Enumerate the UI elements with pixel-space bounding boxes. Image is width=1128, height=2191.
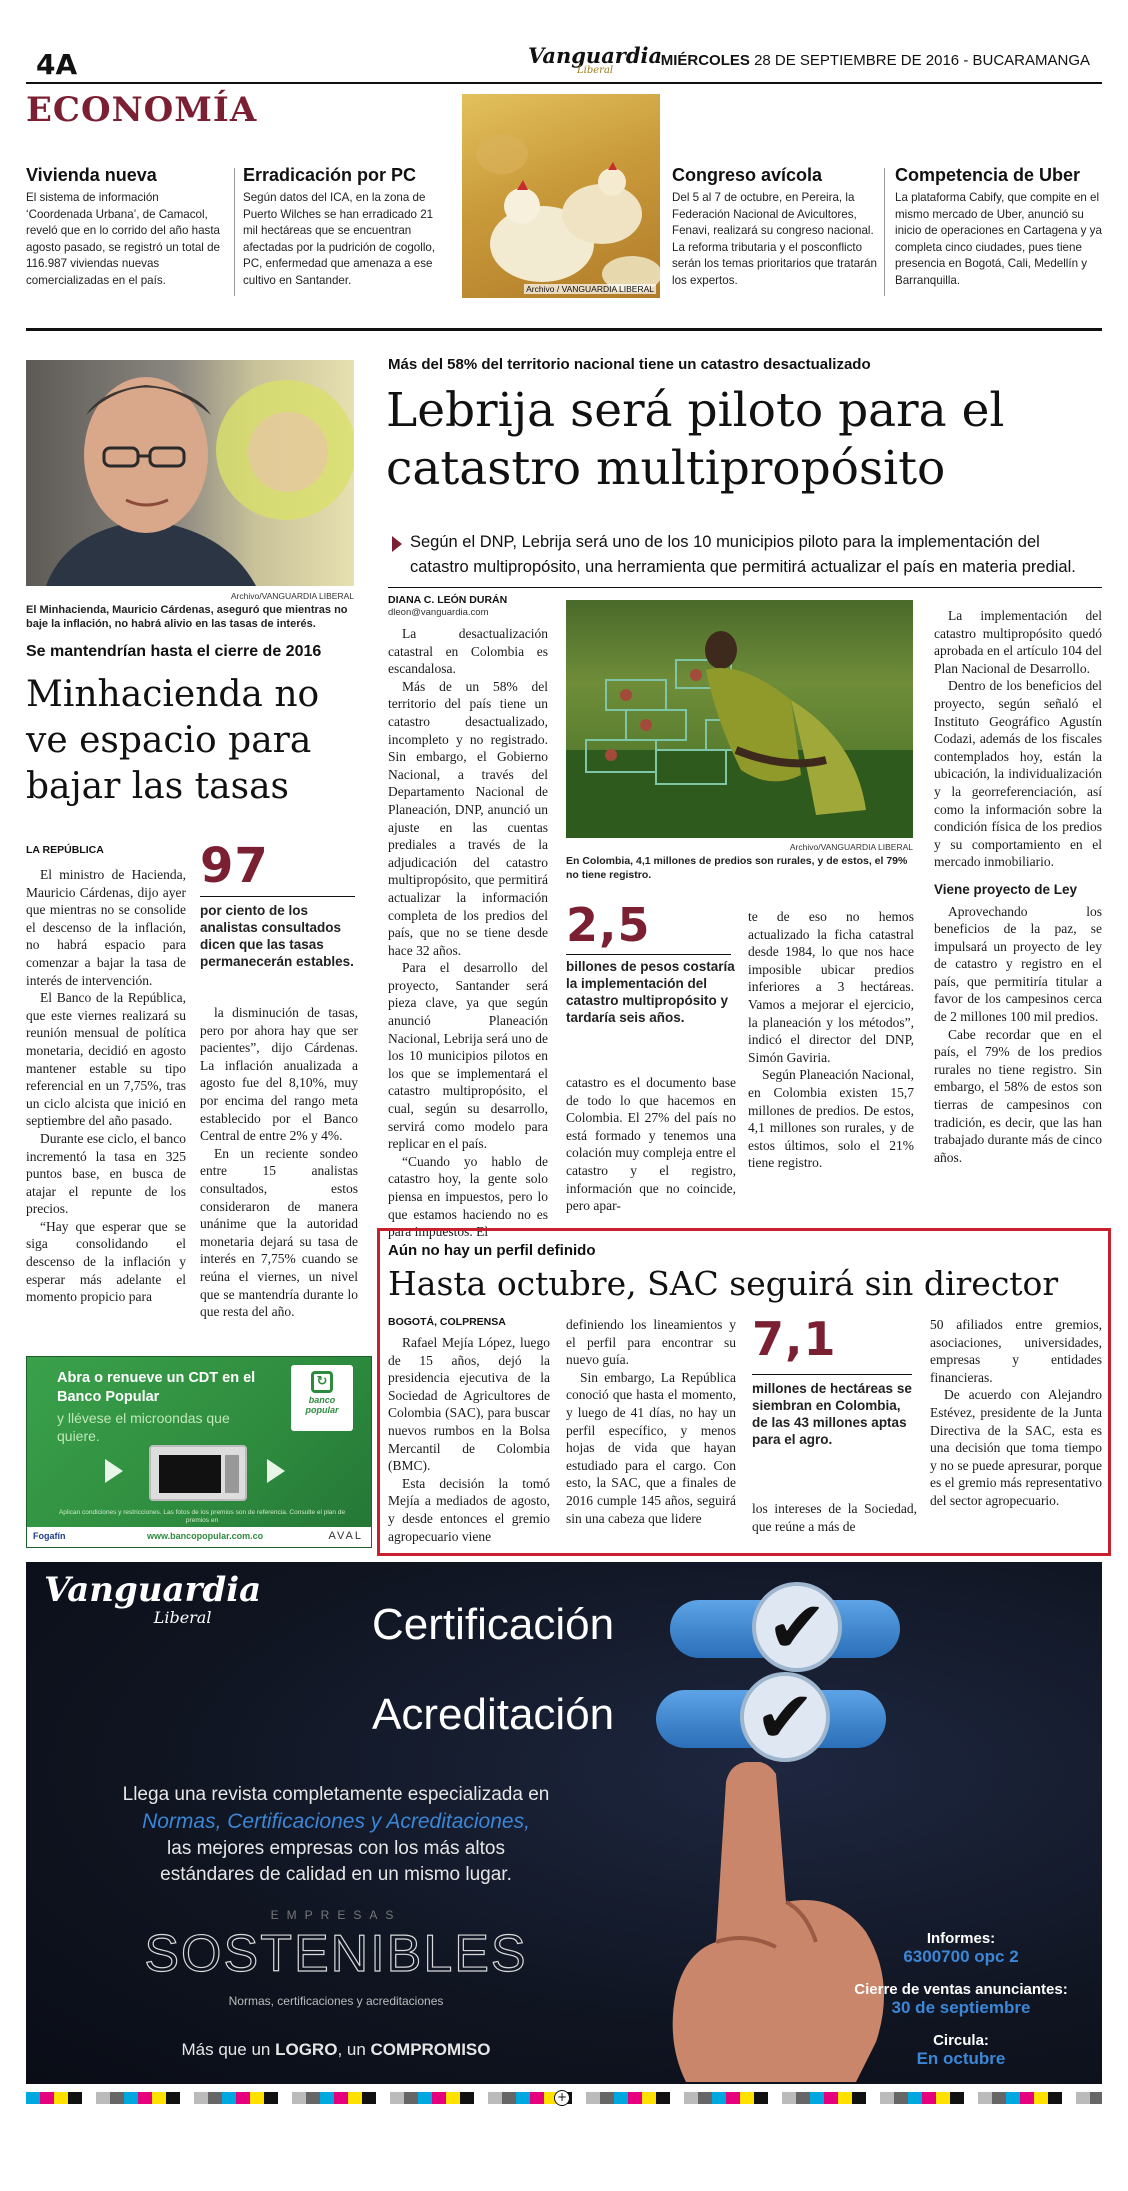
paragraph: “Hay que esperar que se siga consolidando el descenso de la inflación y esperar más adelante el momento propicio para (26, 1218, 186, 1305)
fogafin-logo: Fogafín (33, 1531, 66, 1541)
minhacienda-stat-text: por ciento de los analistas consultados dicen que las tasas permanecerán estables. (200, 903, 354, 969)
minhacienda-caption: El Minhacienda, Mauricio Cárdenas, aseguró que mientras no baje la inflación, no habrá alivio en las tasas de interés. (26, 604, 348, 630)
brief-divider (884, 168, 885, 296)
ad-word-acreditacion: Acreditación (372, 1690, 615, 1739)
brief-uber (895, 165, 1105, 290)
brief-title: Competencia de Uber (895, 165, 1081, 185)
masthead-brand-sub: Liberal (577, 65, 614, 76)
minhacienda-col2 (200, 1004, 358, 1321)
paragraph: 50 afiliados entre gremios, asociaciones, universidades, empresas y entidades financieras. (930, 1317, 1102, 1385)
paragraph: definiendo los lineamientos y el perfil para encontrar su nuevo guía. (566, 1317, 736, 1368)
play-right-icon (267, 1459, 285, 1483)
ad-brand-name: Vanguardia (44, 1570, 262, 1610)
ad-info (826, 1930, 1096, 2069)
play-left-icon (105, 1459, 123, 1483)
ad-circ-label: Circula: (933, 2032, 989, 2049)
registration-mark-icon: + (554, 2090, 570, 2106)
ad-close-value: 30 de septiembre (891, 1998, 1031, 2017)
section-title: ECONOMÍA (26, 90, 258, 130)
ad-empresas: EMPRESAS (270, 1908, 402, 1922)
slogan-part: , un (337, 2040, 366, 2059)
ad-popular-line2: y llévese el microondas que quiere. (57, 1410, 230, 1444)
ad-word-certificacion: Certificación (372, 1600, 615, 1649)
sac-stat-text: millones de hectáreas se siembran en Colombia, de las 43 millones aptas para el agro. (752, 1381, 912, 1447)
header-day: MIÉRCOLES (660, 52, 750, 69)
slogan-logro: LOGRO (275, 2040, 338, 2059)
catastro-subhead: Viene proyecto de Ley (934, 881, 1078, 897)
minhacienda-headline: Minhacienda no ve espacio para bajar las tasas (26, 674, 320, 807)
ad-popular-fine: Aplican condiciones y restricciones. Las fotos de los premios son de referencia. Consulte el plan de premios en (58, 1509, 346, 1524)
ad-promo-3: las mejores empresas con los más altos (167, 1838, 505, 1859)
sac-headline: Hasta octubre, SAC seguirá sin director (388, 1264, 1059, 1303)
brief-vivienda (26, 165, 226, 290)
paragraph: Cabe recordar que en el país, el 79% de los predios rurales no tiene registro. Sin embargo, el 58% de estos son tierras de campesinos con tradición, es decir, que las han trabajado durante más de cinco años. (934, 1026, 1102, 1165)
catastro-rule (388, 587, 1102, 588)
catastro-byline: DIANA C. LEÓN DURÁN (388, 594, 508, 606)
paragraph: Para el desarrollo del proyecto, Santander será pieza clave, ya que según anunció Planeación Nacional, Lebrija será uno de los 10 municipios pilotos en los que se implementará el catastro multipropósito, el cual, según su desarrollo, servirá como modelo para replicar en el país. (388, 960, 548, 1152)
check-icon: ✔ (740, 1672, 830, 1762)
paragraph: El Banco de la República, que este viernes realizará su reunión mensual de política monetaria, decidió en agosto mantener estable su tipo referencial en un 7,75%, tras un ciclo alcista que inició en septiembre del año pasado. (26, 990, 186, 1129)
catastro-headline: Lebrija será piloto para el catastro multipropósito (386, 383, 1005, 496)
stat-rule (200, 896, 355, 897)
ad-popular-footer (27, 1527, 371, 1547)
paragraph: Aprovechando los beneficios de la paz, se impulsará un proyecto de ley de catastro y registro en el país, que permitiría titular a favor de los campesinos cerca de 2 millones 100 mil predios. (934, 903, 1102, 1025)
chicken-photo (462, 94, 660, 298)
brief-text: Del 5 al 7 de octubre, en Pereira, la Federación Nacional de Avicultores, Fenavi, realizará su congreso nacional. La reforma tributaria y el posconflicto serán los temas prioritarios que tratarán los expertos. (672, 191, 877, 287)
brief-erradicacion (243, 165, 448, 290)
catastro-email: dleon@vanguardia.com (388, 607, 489, 618)
paragraph: Dentro de los beneficios del proyecto, según señaló el Instituto Geográfico Agustín Codazi, además de los fiscales contemplados hoy, están la ubicación, la individualización y la georreferenciación, así como la información sobre la condición física de los predios y su comportamiento en el mercado inmobiliario. (934, 678, 1102, 870)
ad-info-label: Informes: (926, 1930, 996, 1947)
catastro-col2 (566, 1074, 736, 1215)
ad-popular-url[interactable]: www.bancopopular.com.co (147, 1531, 264, 1541)
brief-divider (234, 168, 235, 296)
sac-stat-number: 7,1 (752, 1312, 837, 1366)
brief-title: Erradicación por PC (243, 165, 417, 185)
farm-photo-caption: En Colombia, 4,1 millones de predios son rurales, y de estos, el 79% no tiene registro. (566, 855, 908, 881)
chicken-illustration (462, 94, 660, 298)
ad-close-label: Cierre de ventas anunciantes: (854, 1981, 1068, 1998)
ad-promo-4: estándares de calidad en un mismo lugar. (160, 1864, 512, 1885)
paragraph: la disminución de tasas, pero por ahora hay que ser pacientes”, dijo Cárdenas. La inflación anualizada a agosto fue del 8,10%, muy por encima del rango meta establecido por el Banco Central de entre 2% y 4%. (200, 1005, 358, 1144)
paragraph: Esta decisión la tomó Mejía a mediados de agosto, y desde entonces el gremio agropecuario viene (388, 1475, 550, 1544)
paragraph: “Cuando yo hablo de catastro hoy, la gente solo piensa en impuestos, pero lo que estamos haciendo no es para impuestos. El (388, 1153, 548, 1240)
catastro-deck-marker (392, 536, 402, 552)
catastro-col4 (934, 607, 1102, 1166)
minhacienda-kicker: Se mantendrían hasta el cierre de 2016 (26, 643, 322, 660)
stat-rule (566, 954, 731, 955)
paragraph: El ministro de Hacienda, Mauricio Cárdenas, dijo ayer que mientras no se consolide el descenso de la inflación, no habrá espacio para comenzar a bajar la tasa de interés de intervención. (26, 867, 186, 988)
minhacienda-col1 (26, 866, 186, 1306)
logo-text: banco popular (305, 1395, 339, 1415)
ad-sostenibles: SOSTENIBLES (144, 1925, 528, 1983)
ad-info-value[interactable]: 6300700 opc 2 (903, 1947, 1019, 1966)
masthead-brand: Vanguardia (528, 43, 663, 68)
paragraph: los intereses de la Sociedad, que reúne a más de (752, 1501, 917, 1534)
ad-promo-2: Normas, Certificaciones y Acreditaciones, (142, 1810, 530, 1833)
stat-rule (752, 1374, 912, 1375)
banco-popular-ad[interactable] (26, 1356, 372, 1548)
ad-brand (44, 1572, 261, 1627)
header-date (661, 52, 1090, 69)
microwave-icon (149, 1445, 247, 1501)
paragraph: catastro es el documento base de todo lo que hacemos en Colombia. El 27% del país no está formado y tenemos una colación muy compleja entre el catastro y el registro, información que no coincide, pero apar- (566, 1075, 736, 1214)
header-rule (26, 82, 1102, 84)
vanguardia-ad[interactable] (26, 1562, 1102, 2084)
section-rule (26, 328, 1102, 331)
page-number: 4A (36, 48, 78, 81)
minhacienda-stat-number: 97 (200, 838, 269, 894)
catastro-kicker: Más del 58% del territorio nacional tiene un catastro desactualizado (388, 356, 871, 373)
paragraph: Según Planeación Nacional, en Colombia existen 15,7 millones de predios. De estos, 4,1 millones son rurales, y de estos últimos, solo el 21% tiene registro. (748, 1067, 914, 1171)
brief-text: La plataforma Cabify, que compite en el mismo mercado de Uber, anunció su inicio de operaciones en Cartagena y ya completa cinco ciudades, pues tiene presencia en Bogotá, Cali, Medellín y Barranquilla. (895, 191, 1102, 287)
ad-popular-line1: Abra o renueve un CDT en el Banco Popular (57, 1370, 256, 1405)
masthead-logo (528, 43, 663, 76)
paragraph: La implementación del catastro multipropósito quedó aprobada en el artículo 104 del Plan Nacional de Desarrollo. (934, 608, 1102, 676)
sac-kicker: Aún no hay un perfil definido (388, 1242, 596, 1259)
paragraph: te de eso no hemos actualizado la ficha catastral desde 1984, lo que nos hace imposible ubicar predios inferiores a 3 hectáreas. Vamos a mejorar el ejercicio, la planeación y los métodos”, indicó el director del DNP, Simón Gaviria. (748, 909, 914, 1065)
minister-portrait (26, 360, 354, 586)
brief-title: Vivienda nueva (26, 165, 157, 185)
slogan-part: Más que un (181, 2040, 271, 2059)
slogan-compromiso: COMPROMISO (370, 2040, 491, 2059)
header-date-text: 28 DE SEPTIEMBRE DE 2016 - BUCARAMANGA (754, 52, 1090, 69)
ad-promo-1: Llega una revista completamente especializada en (122, 1784, 550, 1805)
check-icon: ✔ (752, 1582, 842, 1672)
catastro-stat-number: 2,5 (566, 898, 651, 952)
ad-tagline: Normas, certificaciones y acreditaciones (228, 1994, 444, 2008)
banco-popular-logo (291, 1365, 353, 1431)
brief-text: Según datos del ICA, en la zona de Puerto Wilches se han erradicado 21 mil hectáreas que se encuentran afectadas por la pudrición de cogollo, PC, enfermedad que amenaza a ese cultivo en Santander. (243, 191, 436, 287)
sac-col1 (388, 1334, 550, 1545)
brief-congreso (672, 165, 877, 290)
ad-brand-sub: Liberal (153, 1608, 212, 1627)
sac-byline: BOGOTÁ, COLPRENSA (388, 1316, 506, 1328)
logo-mark-icon: ↻ (311, 1371, 333, 1393)
catastro-deck: Según el DNP, Lebrija será uno de los 10 municipios piloto para la implementación del catastro multipropósito, una herramienta que permitirá actualizar el país en materia predial. (410, 533, 1076, 576)
aval-logo: AVAL (328, 1530, 363, 1542)
catastro-col3 (748, 908, 914, 1172)
farm-photo (566, 600, 913, 838)
minhacienda-photo (26, 360, 354, 586)
ad-circ-value: En octubre (916, 2049, 1006, 2068)
paragraph: En un reciente sondeo entre 15 analistas consultados, estos consideraron de manera unánime que la autoridad monetaria dejará su tasa de interés en 7,75% cuando se reúna el viernes, un nivel que se mantendría durante lo que resta del año. (200, 1145, 358, 1320)
catastro-stat-text: billones de pesos costaría la implementación del catastro multipropósito y tardaría seis años. (566, 959, 735, 1025)
brief-title: Congreso avícola (672, 165, 823, 185)
sac-col2 (566, 1316, 736, 1527)
minhacienda-byline: LA REPÚBLICA (26, 844, 104, 856)
sac-col4 (930, 1316, 1102, 1510)
minhacienda-photo-credit: Archivo/VANGUARDIA LIBERAL (230, 591, 354, 601)
brief-text: El sistema de información ‘Coordenada Urbana’, de Camacol, reveló que en lo corrido del año hasta agosto pasado, se registró un total de 116.987 viviendas nuevas comercializadas en el país. (26, 191, 221, 287)
sac-col3 (752, 1500, 917, 1535)
paragraph: Más de un 58% del territorio del país tiene un catastro desactualizado, incompleto y no registrado. Sin embargo, el Gobierno Nacional, a través del Departamento Nacional de Planeación, DNP, anunció un ajuste en las cuentas prediales a través de la adjudicación del catastro multipropósito, que permitirá actualizar la información completa de los predios del país, que no se tiene desde hace 32 años. (388, 678, 548, 958)
farm-photo-credit: Archivo/VANGUARDIA LIBERAL (789, 842, 913, 852)
paragraph: De acuerdo con Alejandro Estévez, presidente de la Junta Directiva de la SAC, esta es una decisión que toma tiempo y no se puede apresurar, porque es el gremio más representativo del sector agropecuario. (930, 1387, 1102, 1508)
chicken-photo-credit: Archivo / VANGUARDIA LIBERAL (526, 284, 654, 294)
paragraph: La desactualización catastral en Colombia es escandalosa. (388, 626, 548, 677)
ad-slogan (86, 2040, 586, 2060)
paragraph: Sin embargo, La República conoció que hasta el momento, y luego de 41 días, no hay un perfil específico, y menos hojas de vida que hayan estudiado para el cargo. Con esto, la SAC, que a finales de 2016 cumple 145 años, seguirá sin una cabeza que lidere (566, 1369, 736, 1526)
paragraph: Durante ese ciclo, el banco incrementó la tasa en 325 puntos base, en busca de atajar el repunte de los precios. (26, 1130, 186, 1217)
paragraph: Rafael Mejía López, luego de 15 años, dejó la presidencia ejecutiva de la Sociedad de Agricultores de Colombia (SAC), para buscar nuevos rumbos en la Bolsa Mercantil de Colombia (BMC). (388, 1335, 550, 1474)
catastro-col1 (388, 625, 548, 1241)
farmer-illustration (566, 600, 913, 838)
